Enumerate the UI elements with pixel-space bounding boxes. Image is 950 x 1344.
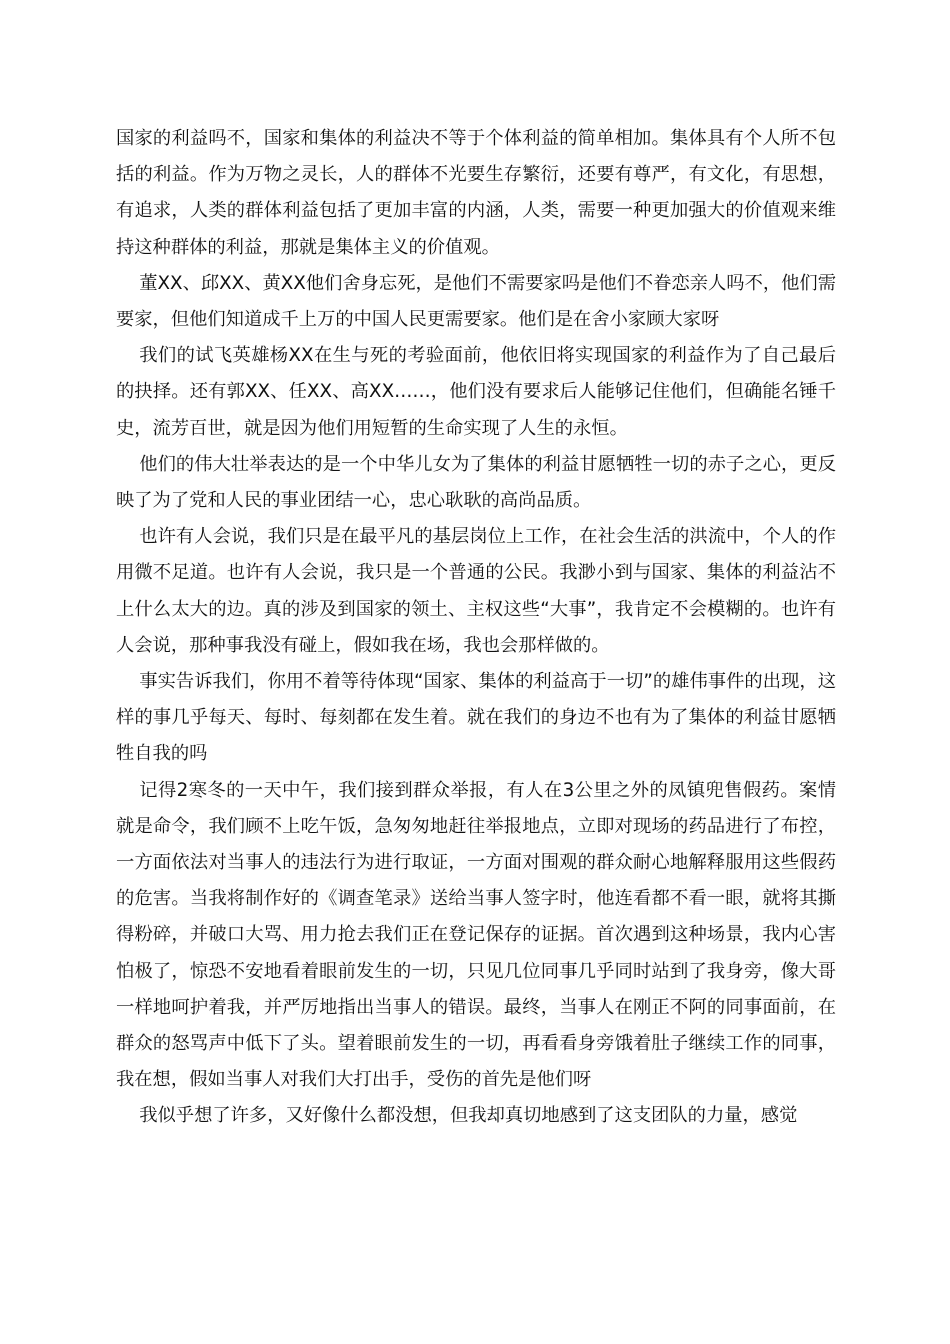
paragraph-4: 他们的伟大壮举表达的是一个中华儿女为了集体的利益甘愿牺牲一切的赤子之心，更反映了为了党和人民的事业团结一心，忠心耿耿的高尚品质。 [116, 453, 836, 512]
paragraph-8: 我似乎想了许多，又好像什么都没想，但我却真切地感到了这支团队的力量，感觉 [139, 1105, 798, 1127]
paragraph-3: 我们的试飞英雄杨XX在生与死的考验面前，他依旧将实现国家的利益作为了自己最后的抉择。还有郭XX、任XX、高XX……，他们没有要求后人能够记住他们，但确能名锤千史，流芳百世，就是因为他们用短暂的生命实现了人生的永恒。 [116, 345, 836, 439]
paragraph-2: 董XX、邱XX、黄XX他们舍身忘死，是他们不需要家吗是他们不眷恋亲人吗不，他们需要家，但他们知道成千上万的中国人民更需要家。他们是在舍小家顾大家呀 [116, 272, 836, 331]
paragraph-7: 记得2寒冬的一天中午，我们接到群众举报，有人在3公里之外的凤镇兜售假药。案情就是命令，我们顾不上吃午饭，急匆匆地赶往举报地点，立即对现场的药品进行了布控，一方面依法对当事人的违法行为进行取证，一方面对围观的群众耐心地解释服用这些假药的危害。当我将制作好的《调查笔录》送给当事人签字时，他连看都不看一眼，就将其撕得粉碎，并破口大骂、用力抢去我们正在登记保存的证据。首次遇到这种场景，我内心害怕极了，惊恐不安地看着眼前发生的一切，只见几位同事几乎同时站到了我身旁，像大哥一样地呵护着我，并严厉地指出当事人的错误。最终，当事人在刚正不阿的同事面前，在群众的怒骂声中低下了头。望着眼前发生的一切，再看看身旁饿着肚子继续工作的同事，我在想，假如当事人对我们大打出手，受伤的首先是他们呀 [116, 779, 836, 1091]
paragraph-1: 国家的利益吗不，国家和集体的利益决不等于个体利益的简单相加。集体具有个人所不包括的利益。作为万物之灵长，人的群体不光要生存繁衍，还要有尊严，有文化，有思想，有追求，人类的群体利益包括了更加丰富的内涵，人类，需要一种更加强大的价值观来维持这种群体的利益，那就是集体主义的价值观。 [116, 128, 836, 258]
document-body [116, 121, 836, 1135]
paragraph-6: 事实告诉我们，你用不着等待体现“国家、集体的利益高于一切”的雄伟事件的出现，这样的事几乎每天、每时、每刻都在发生着。就在我们的身边不也有为了集体的利益甘愿牺牲自我的吗 [116, 671, 836, 765]
paragraph-5: 也许有人会说，我们只是在最平凡的基层岗位上工作，在社会生活的洪流中，个人的作用微不足道。也许有人会说，我只是一个普通的公民。我渺小到与国家、集体的利益沾不上什么太大的边。真的涉及到国家的领土、主权这些“大事”，我肯定不会模糊的。也许有人会说，那种事我没有碰上，假如我在场，我也会那样做的。 [116, 526, 836, 656]
